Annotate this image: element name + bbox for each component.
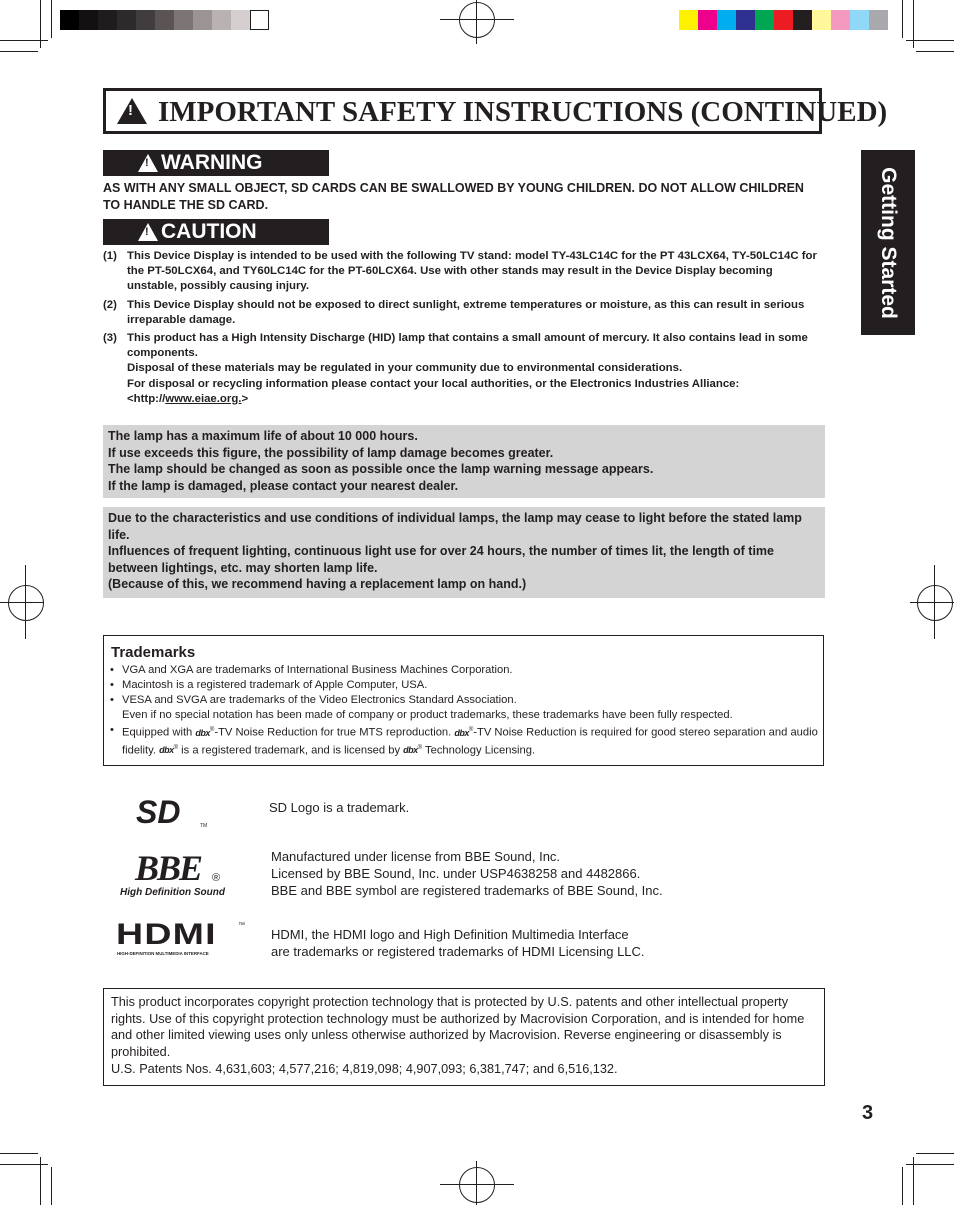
caution-item xyxy=(103,331,825,407)
trademark-item: • VESA and SVGA are trademarks of the Video Electronics Standard Association. Even if no special notation has been made of company or product trademarks, these trademarks have been fully respected. xyxy=(110,693,820,723)
color-swatch xyxy=(869,10,888,30)
page-title-box xyxy=(103,88,888,134)
color-swatch xyxy=(193,10,212,30)
caution-item xyxy=(103,249,825,295)
color-swatch xyxy=(679,10,698,30)
hdmi-text xyxy=(271,926,645,960)
color-swatch xyxy=(98,10,117,30)
eia-link[interactable]: www.eiae.org. xyxy=(165,392,242,405)
exclamation-icon: ! xyxy=(128,102,133,119)
color-swatch xyxy=(698,10,717,30)
trademark-text: Technology Licensing. xyxy=(422,744,536,757)
trademark-item: • Equipped with dbx®-TV Noise Reduction for true MTS reproduction. dbx®-TV Noise Reduction is required for good stereo separation and audio fidelity. dbx® is a registered trademark, and is licensed by dbx® Technology Licensing. xyxy=(110,724,818,757)
trademark-note: Even if no special notation has been made of company or product trademarks, these trademarks have been fully respected. xyxy=(122,709,733,721)
sd-logo-text: SD Logo is a trademark. xyxy=(269,800,410,815)
hdmi-text-line: are trademarks or registered trademarks of HDMI Licensing LLC. xyxy=(271,944,645,959)
caution-label: CAUTION xyxy=(161,220,257,243)
lamp-life-line: The lamp should be changed as soon as possible once the lamp warning message appears. xyxy=(108,462,654,476)
caution-item xyxy=(103,298,825,328)
color-swatch xyxy=(117,10,136,30)
caution-item-number: (2) xyxy=(103,298,117,311)
trademark-text: Equipped with xyxy=(122,726,196,739)
color-swatch xyxy=(136,10,155,30)
dbx-logo-icon: dbx xyxy=(159,745,174,756)
color-swatch xyxy=(212,10,231,30)
trademark-symbol: ™ xyxy=(238,922,245,929)
lamp-life-line: If use exceeds this figure, the possibility of lamp damage becomes greater. xyxy=(108,445,554,460)
trademarks-box xyxy=(103,635,824,766)
gray-swatch-bar xyxy=(60,10,269,30)
warning-text: AS WITH ANY SMALL OBJECT, SD CARDS CAN BE SWALLOWED BY YOUNG CHILDREN. DO NOT ALLOW CHILDREN TO HANDLE THE SD CARD. xyxy=(103,181,804,212)
trademarks-list xyxy=(110,663,820,758)
trademark-item: • Macintosh is a registered trademark of Apple Computer, USA. xyxy=(110,679,428,691)
caution-label-bar xyxy=(103,219,329,245)
caution-item-text: This product has a High Intensity Discharge (HID) lamp that contains a small amount of mercury. It also contains lead in some components. xyxy=(127,332,808,360)
link-prefix: <http:// xyxy=(127,392,166,405)
exclamation-icon: ! xyxy=(145,157,149,169)
bbe-logo-subtitle: High Definition Sound xyxy=(120,887,225,898)
color-swatch-bar xyxy=(679,10,888,30)
bbe-text-line: Licensed by BBE Sound, Inc. under USP4638258 and 4482866. xyxy=(271,866,641,881)
bbe-text-line: BBE and BBE symbol are registered trademarks of BBE Sound, Inc. xyxy=(271,883,663,898)
trademark-item: • VGA and XGA are trademarks of International Business Machines Corporation. xyxy=(110,664,513,676)
caution-item-number: (3) xyxy=(103,332,117,345)
patent-numbers: U.S. Patents Nos. 4,631,603; 4,577,216; 4,819,098; 4,907,093; 6,381,747; and 6,516,132. xyxy=(111,1061,618,1076)
bbe-text-line: Manufactured under license from BBE Sound, Inc. xyxy=(271,849,561,864)
trademarks-title: Trademarks xyxy=(111,644,196,661)
lamp-characteristics-line: Influences of frequent lighting, continuous light use for over 24 hours, the number of times lit, the length of time between lightings, etc. may shorten lamp life. xyxy=(108,544,775,575)
color-swatch xyxy=(717,10,736,30)
sd-logo-mark: SD xyxy=(136,795,181,829)
warning-label-bar xyxy=(103,150,329,176)
eia-link-line xyxy=(127,392,825,407)
trademark-text: is a registered trademark, and is licensed by xyxy=(178,744,404,757)
lamp-characteristics-line: Due to the characteristics and use conditions of individual lamps, the lamp may cease to light before the stated lamp life. xyxy=(108,511,802,542)
svg-text:TM: TM xyxy=(200,823,208,829)
lamp-characteristics-box xyxy=(103,507,825,598)
hdmi-logo-mark: HDMI xyxy=(116,918,217,951)
caution-item-text: Disposal of these materials may be regulated in your community due to environmental considerations. xyxy=(127,362,683,375)
registered-mark: ® xyxy=(212,872,221,884)
caution-item-text: This Device Display should not be exposed to direct sunlight, extreme temperatures or moisture, as this can result in serious irreparable damage. xyxy=(127,298,805,326)
bbe-text xyxy=(271,848,663,899)
color-swatch xyxy=(812,10,831,30)
color-swatch xyxy=(850,10,869,30)
color-swatch xyxy=(250,10,269,30)
hdmi-text-line: HDMI, the HDMI logo and High Definition Multimedia Interface xyxy=(271,927,629,942)
color-swatch xyxy=(793,10,812,30)
color-swatch xyxy=(755,10,774,30)
hdmi-logo-subtitle: HIGH-DEFINITION MULTIMEDIA INTERFACE xyxy=(117,951,209,956)
side-tab xyxy=(861,150,915,335)
trademark-text: -TV Noise Reduction for true MTS reproduction. xyxy=(214,726,455,739)
caution-item-text: For disposal or recycling information please contact your local authorities, or the Electronics Industries Alliance: xyxy=(127,377,740,390)
lamp-life-box xyxy=(103,425,825,498)
side-tab-label: Getting Started xyxy=(877,166,900,319)
lamp-life-line: The lamp has a maximum life of about 10 000 hours. xyxy=(108,429,418,443)
caution-item-text: This Device Display is intended to be used with the following TV stand: model TY-43LC14C for the PT 43LCX64, TY-50LC14C for the PT-50LCX64, and TY60LC14C for the PT-60LCX64. Use with other stands may result in the Device Display becoming unstable, possibly causing injury. xyxy=(127,250,817,293)
trademark-text: VESA and SVGA are trademarks of the Video Electronics Standard Association. xyxy=(122,694,517,706)
trademark-text: VGA and XGA are trademarks of International Business Machines Corporation. xyxy=(122,664,513,676)
copyright-box xyxy=(103,988,825,1086)
copyright-paragraph: This product incorporates copyright protection technology that is protected by U.S. patents and other intellectual property rights. Use of this copyright protection technology must be authorized by Macrovision Corporation, and is intended for home and other limited viewing uses only unless otherwise authorized by Macrovision. Reverse engineering or disassembly is prohibited. xyxy=(111,995,805,1060)
trademark-text: -TV Noise Reduction is required for good stereo separation and audio fidelity. xyxy=(122,726,818,757)
caution-item-number: (1) xyxy=(103,250,117,262)
dbx-logo-icon: dbx xyxy=(403,745,418,756)
color-swatch xyxy=(174,10,193,30)
color-swatch xyxy=(736,10,755,30)
color-swatch xyxy=(155,10,174,30)
hdmi-logo xyxy=(116,918,248,960)
color-swatch xyxy=(831,10,850,30)
color-swatch xyxy=(774,10,793,30)
lamp-characteristics-line: (Because of this, we recommend having a replacement lamp on hand.) xyxy=(108,577,527,591)
lamp-life-line: If the lamp is damaged, please contact your nearest dealer. xyxy=(108,478,459,493)
color-swatch xyxy=(231,10,250,30)
bbe-logo-mark: BBE xyxy=(135,848,202,888)
exclamation-icon: ! xyxy=(145,226,149,238)
sd-logo xyxy=(134,795,212,834)
trademark-text: Macintosh is a registered trademark of Apple Computer, USA. xyxy=(122,679,428,691)
page-number: 3 xyxy=(862,1102,874,1124)
color-swatch xyxy=(79,10,98,30)
warning-label: WARNING xyxy=(161,151,263,174)
page-title: IMPORTANT SAFETY INSTRUCTIONS (CONTINUED) xyxy=(158,96,888,128)
caution-list xyxy=(103,249,825,410)
dbx-logo-icon: dbx xyxy=(195,727,210,738)
dbx-logo-icon: dbx xyxy=(454,727,469,738)
link-suffix: > xyxy=(241,392,249,405)
color-swatch xyxy=(60,10,79,30)
bbe-logo xyxy=(119,848,231,901)
